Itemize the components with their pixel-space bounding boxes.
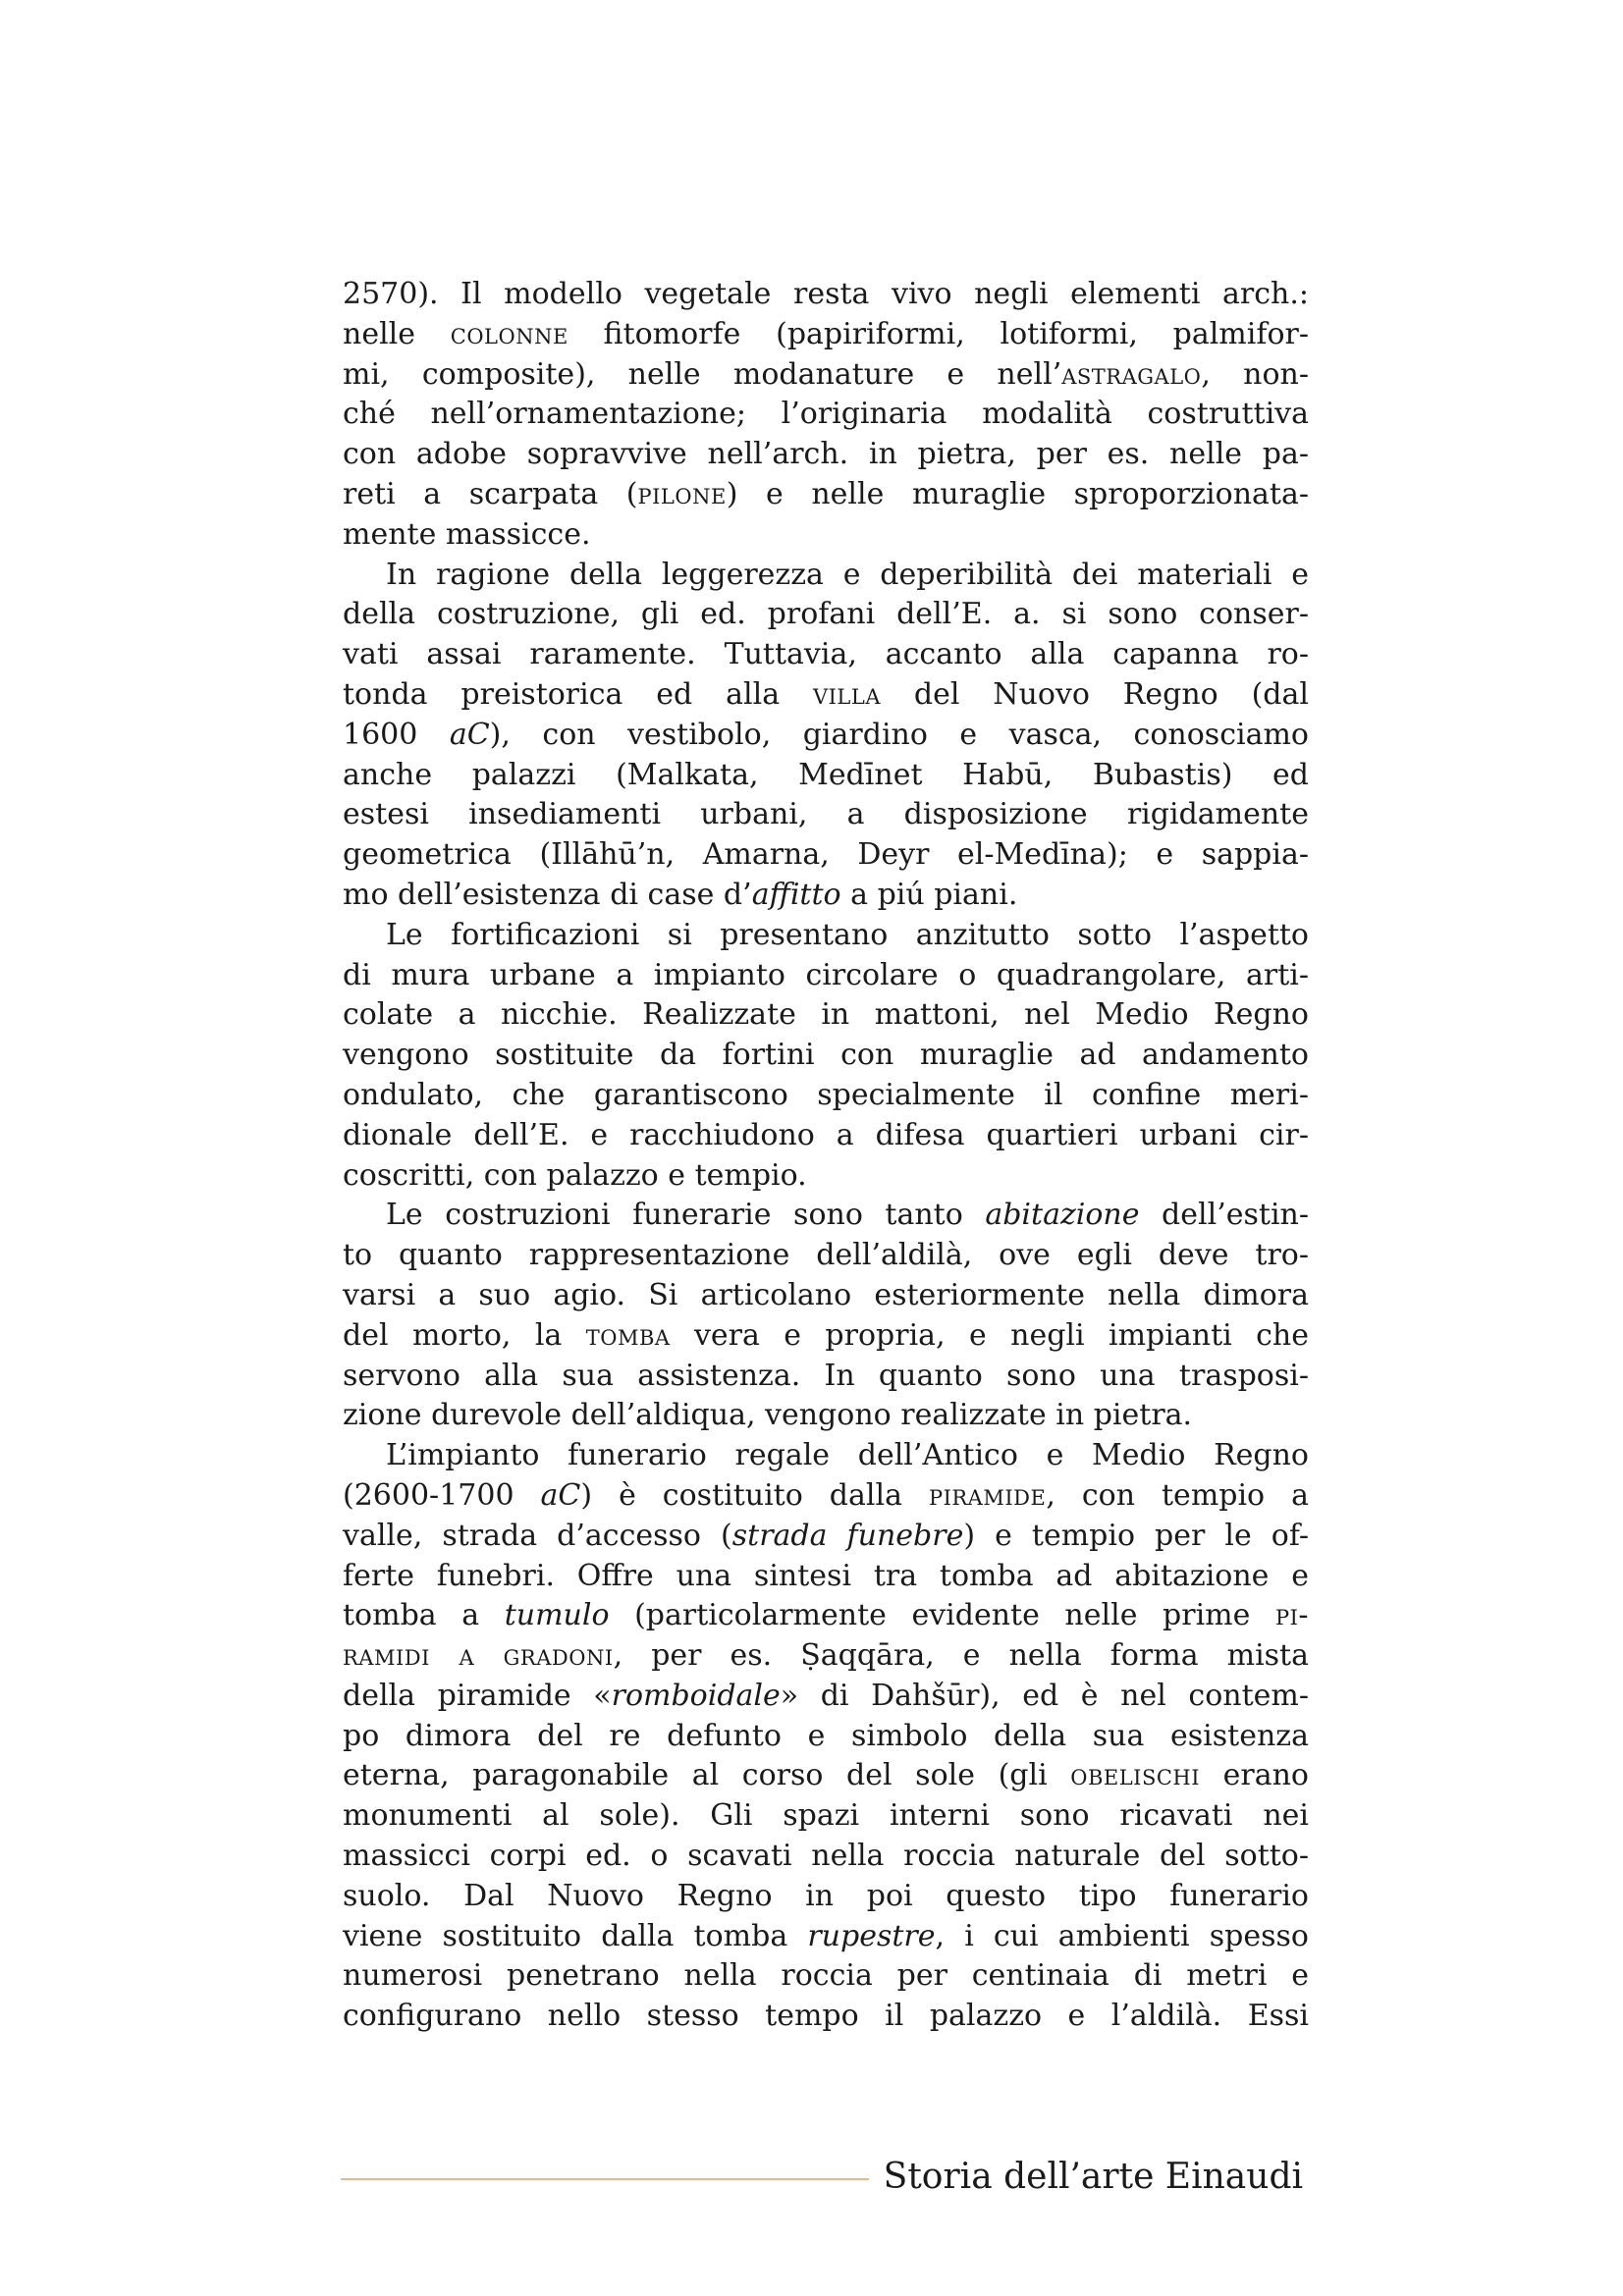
text-line [343, 1596, 1309, 1636]
text-segment: reti a scarpata ( [343, 476, 638, 511]
text-segment: varsi a suo agio. Si articolano esteriormente nella dimora [343, 1277, 1309, 1312]
text-segment: ché nell’ornamentazione; l’originaria modalità costruttiva [343, 397, 1309, 432]
text-line [343, 355, 1309, 396]
text-segment: del Nuovo Regno (dal [881, 676, 1309, 712]
text-line [343, 835, 1309, 876]
text-line [343, 515, 1309, 556]
cross-reference: colonne [450, 316, 568, 351]
text-segment: Le fortificazioni si presentano anzitutto sotto l’aspetto [386, 917, 1309, 952]
text-segment: (2600-1700 [343, 1477, 541, 1513]
text-line [343, 1036, 1309, 1076]
text-segment: vati assai raramente. Tuttavia, accanto alla capanna ro- [343, 637, 1309, 672]
text-line [343, 1557, 1309, 1597]
text-line [343, 1076, 1309, 1116]
text-segment: nelle [343, 316, 451, 351]
text-line [343, 1357, 1309, 1397]
italic-term: affitto [751, 877, 841, 912]
cross-reference: pilone [637, 476, 727, 511]
text-line [343, 1917, 1309, 1957]
text-line [343, 1396, 1309, 1436]
text-line [343, 756, 1309, 796]
text-line [343, 395, 1309, 435]
cross-reference: pi- [1274, 1598, 1309, 1633]
italic-term: abitazione [985, 1198, 1140, 1233]
text-segment: vengono sostituite da fortini con muraglie ad andamento [343, 1038, 1309, 1073]
text-segment: numerosi penetrano nella roccia per centinaia di metri e [343, 1958, 1309, 1994]
footer-rule [341, 2178, 869, 2180]
text-segment: , con tempio a [1046, 1477, 1309, 1513]
text-segment: po dimora del re defunto e simbolo della sua esistenza [343, 1718, 1309, 1753]
text-line [343, 315, 1309, 355]
italic-term: strada funebre [731, 1518, 964, 1553]
text-segment: eterna, paragonabile al corso del sole (gli [343, 1758, 1071, 1793]
text-segment: della piramide « [343, 1678, 612, 1713]
text-segment: 1600 [343, 717, 450, 752]
italic-term: rupestre [807, 1918, 936, 1953]
body-text [343, 275, 1309, 2037]
text-segment: , i cui ambienti spesso [935, 1918, 1309, 1953]
text-line [343, 1476, 1309, 1517]
text-segment: suolo. Dal Nuovo Regno in poi questo tipo funerario [343, 1878, 1309, 1913]
text-line [343, 1236, 1309, 1276]
text-line [343, 475, 1309, 515]
text-segment: valle, strada d’accesso ( [343, 1518, 732, 1553]
text-line [343, 595, 1309, 635]
text-segment: viene sostituito dalla tomba [343, 1918, 808, 1953]
text-segment: ), con vestibolo, giardino e vasca, conosciamo [489, 717, 1309, 752]
italic-term: tumulo [504, 1598, 610, 1633]
cross-reference: tomba [585, 1317, 671, 1353]
text-segment: mo dell’esistenza di case d’ [343, 877, 752, 912]
text-line [343, 1796, 1309, 1837]
text-line [343, 876, 1309, 916]
text-segment: , non- [1201, 356, 1309, 392]
text-segment: ferte funebri. Offre una sintesi tra tomba ad abitazione e [343, 1558, 1309, 1593]
text-segment: ondulato, che garantiscono specialmente il confine meri- [343, 1077, 1309, 1112]
text-line [343, 1436, 1309, 1476]
text-segment: servono alla sua assistenza. In quanto sono una trasposi- [343, 1358, 1309, 1393]
text-line [343, 1276, 1309, 1316]
cross-reference: obelischi [1070, 1758, 1201, 1793]
text-segment: , per es. Ṣaqqāra, e nella forma mista [613, 1638, 1310, 1674]
text-segment: vera e propria, e negli impianti che [670, 1317, 1309, 1353]
text-line [343, 1717, 1309, 1757]
text-segment: con adobe sopravvive nell’arch. in pietra, per es. nelle pa- [343, 437, 1309, 472]
text-line [343, 1956, 1309, 1997]
text-line [343, 275, 1309, 315]
text-segment: ) e tempio per le of- [963, 1518, 1310, 1553]
text-segment: mi, composite), nelle modanature e nell’ [343, 356, 1062, 392]
text-segment: L’impianto funerario regale dell’Antico e Medio Regno [386, 1438, 1309, 1473]
text-segment: ) è costituito dalla [580, 1477, 929, 1513]
cross-reference: astragalo [1061, 356, 1202, 392]
text-segment: tomba a [343, 1598, 505, 1633]
text-segment: (particolarmente evidente nelle prime [609, 1598, 1275, 1633]
cross-reference: villa [812, 676, 881, 712]
text-line [343, 1517, 1309, 1557]
text-line [343, 435, 1309, 475]
text-segment: coscritti, con palazzo e tempio. [343, 1157, 807, 1193]
text-segment: mente massicce. [343, 516, 591, 552]
text-segment: to quanto rappresentazione dell’aldilà, ove egli deve tro- [343, 1238, 1309, 1273]
text-segment: estesi insediamenti urbani, a disposizione rigidamente [343, 797, 1309, 832]
text-line [343, 956, 1309, 996]
text-segment: 2570). Il modello vegetale resta vivo negli elementi arch.: [343, 277, 1309, 311]
text-segment: a piú piani. [840, 877, 1018, 912]
text-segment: zione durevole dell’aldiqua, vengono realizzate in pietra. [343, 1398, 1193, 1433]
footer-title: Storia dell’arte Einaudi [883, 2157, 1303, 2197]
text-segment: erano [1200, 1758, 1309, 1793]
italic-term: aC [540, 1477, 581, 1513]
italic-term: romboidale [611, 1678, 781, 1713]
text-line [343, 635, 1309, 675]
cross-reference: piramide [928, 1477, 1047, 1513]
cross-reference: ramidi a gradoni [343, 1638, 614, 1674]
text-line [343, 1877, 1309, 1917]
text-line [343, 716, 1309, 756]
text-segment: tonda preistorica ed alla [343, 676, 813, 712]
text-line [343, 1837, 1309, 1877]
text-segment: Le costruzioni funerarie sono tanto [386, 1198, 986, 1233]
text-segment: di mura urbane a impianto circolare o quadrangolare, arti- [343, 957, 1309, 992]
text-line [343, 1756, 1309, 1796]
text-line [343, 1116, 1309, 1156]
text-segment: configurano nello stesso tempo il palazzo e l’aldilà. Essi [343, 1999, 1309, 2034]
text-segment: dell’estin- [1139, 1198, 1309, 1233]
text-segment: della costruzione, gli ed. profani dell’E. a. si sono conser- [343, 597, 1309, 632]
text-line [343, 916, 1309, 956]
text-segment: del morto, la [343, 1317, 586, 1353]
text-segment: dionale dell’E. e racchiudono a difesa quartieri urbani cir- [343, 1117, 1309, 1152]
italic-term: aC [449, 717, 490, 752]
text-line [343, 675, 1309, 716]
text-line [343, 795, 1309, 835]
text-line [343, 556, 1309, 596]
text-line [343, 1997, 1309, 2037]
text-segment: ) e nelle muraglie sproporzionata- [726, 476, 1309, 511]
text-segment: anche palazzi (Malkata, Medīnet Habū, Bubastis) ed [343, 757, 1309, 792]
text-line [343, 1196, 1309, 1236]
text-line [343, 1636, 1309, 1677]
text-line [343, 995, 1309, 1036]
text-segment: monumenti al sole). Gli spazi interni sono ricavati nei [343, 1798, 1309, 1834]
text-line [343, 1677, 1309, 1717]
text-segment: massicci corpi ed. o scavati nella roccia naturale del sotto- [343, 1839, 1309, 1874]
text-line [343, 1156, 1309, 1197]
text-line [343, 1316, 1309, 1357]
text-segment: » di Dahšūr), ed è nel contem- [780, 1678, 1309, 1713]
text-segment: colate a nicchie. Realizzate in mattoni, nel Medio Regno [343, 997, 1309, 1033]
text-segment: In ragione della leggerezza e deperibilità dei materiali e [386, 557, 1309, 592]
text-segment: fitomorfe (papiriformi, lotiformi, palmifor- [568, 316, 1309, 351]
text-segment: geometrica (Illāhū’n, Amarna, Deyr el-Medīna); e sappia- [343, 837, 1309, 873]
